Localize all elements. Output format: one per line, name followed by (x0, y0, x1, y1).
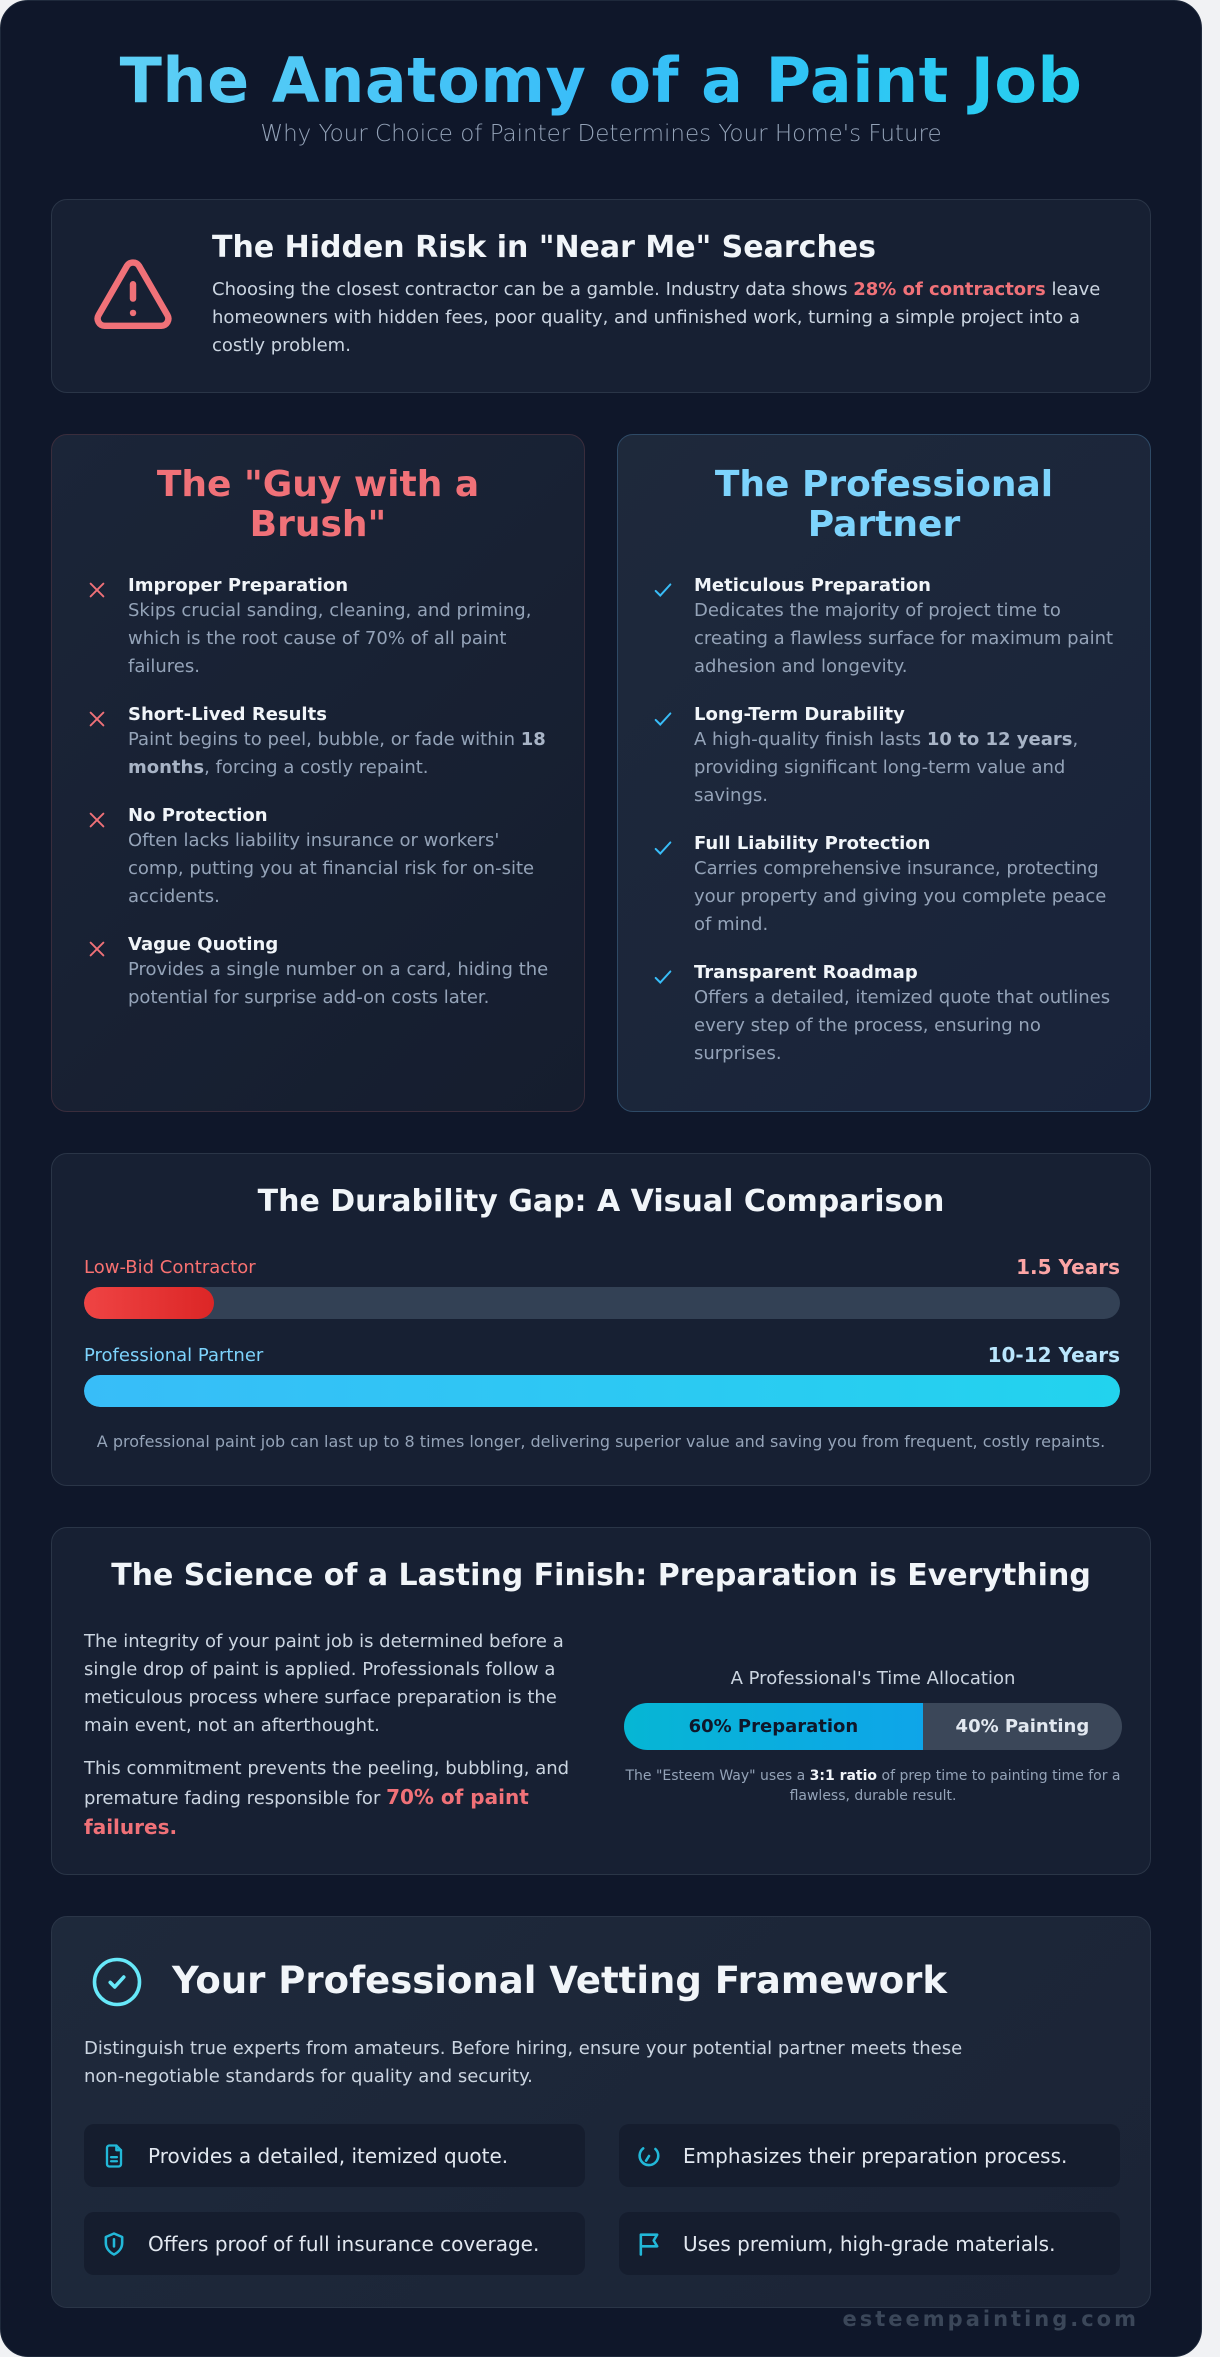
shield-icon (100, 2230, 128, 2258)
durability-gap-card (51, 1153, 1151, 1486)
footer-domain: esteempainting.com (842, 2307, 1139, 2331)
science-paragraph-1: The integrity of your paint job is determined before a single drop of paint is applied. Professionals follow a meticulous process where surface preparation is the main event, not an afterthought. (84, 1631, 564, 1736)
vetting-item-text: Emphasizes their preparation process. (683, 2143, 1068, 2168)
con-item (86, 805, 550, 911)
item-description: Carries comprehensive insurance, protecting your property and giving you complete peace of mind. (694, 858, 1107, 935)
x-icon (86, 708, 108, 730)
vetting-item-quote (84, 2124, 585, 2187)
x-icon (86, 809, 108, 831)
durability-bar-professional (84, 1345, 1120, 1366)
vetting-item-text: Offers proof of full insurance coverage. (148, 2231, 540, 2256)
time-allocation (624, 1668, 1122, 1806)
vetting-item-preparation (619, 2124, 1120, 2187)
allocation-note: The "Esteem Way" uses a 3:1 ratio of prep time to painting time for a flawless, durable result. (625, 1768, 1121, 1804)
vetting-framework-card (51, 1916, 1151, 2308)
risk-text: Choosing the closest contractor can be a gamble. Industry data shows 28% of contractors leave homeowners with hidden fees, poor quality, and unfinished work, turning a simple project into a costly problem. (212, 279, 1101, 356)
paint-segment: 40% Painting (923, 1703, 1122, 1750)
item-title: Vague Quoting (128, 934, 279, 955)
durability-note: A professional paint job can last up to 8 times longer, delivering superior value and saving you from frequent, costly repaints. (96, 1432, 1106, 1451)
con-item (86, 575, 550, 681)
check-icon (652, 837, 674, 859)
page-subtitle: Why Your Choice of Painter Determines Your Home's Future (260, 121, 942, 147)
x-icon (86, 579, 108, 601)
item-title: Short-Lived Results (128, 704, 327, 725)
document-icon (100, 2142, 128, 2170)
item-description: Skips crucial sanding, cleaning, and priming, which is the root cause of 70% of all paint failures. (128, 600, 532, 677)
check-icon (652, 579, 674, 601)
vetting-item-text: Uses premium, high-grade materials. (683, 2231, 1056, 2256)
refresh-icon (635, 2142, 663, 2170)
bar-fill (84, 1375, 1120, 1407)
x-icon (86, 938, 108, 960)
professional-partner-card (617, 434, 1151, 1112)
bar-label: Low-Bid Contractor (84, 1257, 256, 1278)
pro-item (652, 704, 1116, 810)
durability-bar-low-bid (84, 1257, 1120, 1278)
science-paragraph-2: This commitment prevents the peeling, bubbling, and premature fading responsible for 70% of paint failures. (84, 1758, 570, 1839)
con-item (86, 934, 550, 1012)
check-icon (652, 708, 674, 730)
header (1, 43, 1201, 147)
vetting-title: Your Professional Vetting Framework (172, 1959, 947, 2002)
failure-highlight: 70% of paint failures. (84, 1785, 529, 1839)
bar-fill (84, 1287, 214, 1319)
risk-title: The Hidden Risk in "Near Me" Searches (212, 230, 876, 265)
bar-label: Professional Partner (84, 1345, 264, 1366)
check-icon (652, 966, 674, 988)
risk-highlight: 28% of contractors (853, 279, 1046, 300)
warning-triangle-icon (90, 252, 176, 338)
science-text (84, 1628, 584, 1843)
item-title: Improper Preparation (128, 575, 349, 596)
item-description: Dedicates the majority of project time to creating a flawless surface for maximum paint adhesion and longevity. (694, 600, 1114, 677)
good-card-title: The Professional Partner (714, 464, 1054, 545)
vetting-item-insurance (84, 2212, 585, 2275)
bar-value: 10-12 Years (987, 1343, 1120, 1367)
item-description: Offers a detailed, itemized quote that outlines every step of the process, ensuring no surprises. (694, 987, 1111, 1064)
flag-icon (635, 2230, 663, 2258)
item-description: Often lacks liability insurance or workers' comp, putting you at financial risk for on-site accidents. (128, 830, 535, 907)
hidden-risk-card (51, 199, 1151, 393)
durability-title: The Durability Gap: A Visual Comparison (257, 1184, 945, 1219)
prep-segment: 60% Preparation (624, 1703, 923, 1750)
allocation-caption: A Professional's Time Allocation (730, 1668, 1016, 1689)
vetting-item-text: Provides a detailed, itemized quote. (148, 2143, 509, 2168)
item-description: Paint begins to peel, bubble, or fade within 18 months, forcing a costly repaint. (128, 729, 546, 778)
item-description: Provides a single number on a card, hiding the potential for surprise add-on costs later. (128, 959, 549, 1008)
item-description: A high-quality finish lasts 10 to 12 years, providing significant long-term value and savings. (694, 729, 1079, 806)
pro-item (652, 962, 1116, 1068)
con-item (86, 704, 550, 782)
allocation-bar (624, 1703, 1122, 1750)
vetting-item-materials (619, 2212, 1120, 2275)
guy-with-brush-card (51, 434, 585, 1112)
bar-value: 1.5 Years (1016, 1255, 1120, 1279)
pro-item (652, 833, 1116, 939)
bad-card-title: The "Guy with a Brush" (156, 464, 480, 545)
bar-track (84, 1287, 1120, 1319)
item-title: Full Liability Protection (694, 833, 931, 854)
circle-check-icon (90, 1955, 144, 2009)
item-title: Transparent Roadmap (694, 962, 918, 983)
item-title: No Protection (128, 805, 268, 826)
vetting-intro: Distinguish true experts from amateurs. Before hiring, ensure your potential partner meets these non-negotiable standards for quality and security. (84, 2038, 963, 2087)
science-title: The Science of a Lasting Finish: Preparation is Everything (111, 1558, 1091, 1593)
page-title: The Anatomy of a Paint Job (1, 43, 1201, 119)
science-card (51, 1527, 1151, 1875)
pro-item (652, 575, 1116, 681)
item-title: Meticulous Preparation (694, 575, 931, 596)
item-title: Long-Term Durability (694, 704, 905, 725)
bar-track (84, 1375, 1120, 1407)
